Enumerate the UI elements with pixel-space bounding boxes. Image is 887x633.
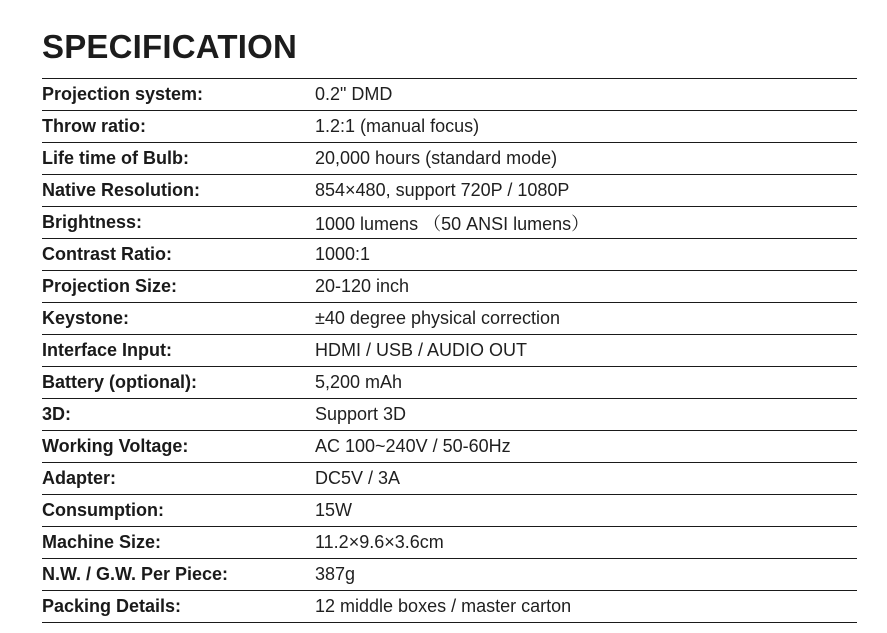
spec-label: Keystone: (42, 303, 315, 335)
spec-label: Life time of Bulb: (42, 143, 315, 175)
spec-label: Native Resolution: (42, 175, 315, 207)
spec-row-3d (42, 399, 857, 431)
spec-row-contrast-ratio (42, 239, 857, 271)
spec-row-interface-input (42, 335, 857, 367)
spec-value: 854×480, support 720P / 1080P (315, 175, 857, 207)
spec-label: Machine Size: (42, 527, 315, 559)
spec-row-weight (42, 559, 857, 591)
spec-label: N.W. / G.W. Per Piece: (42, 559, 315, 591)
spec-label: Projection Size: (42, 271, 315, 303)
spec-row-bulb-life (42, 143, 857, 175)
spec-label: 3D: (42, 399, 315, 431)
spec-row-brightness (42, 207, 857, 239)
spec-label: Working Voltage: (42, 431, 315, 463)
spec-value: DC5V / 3A (315, 463, 857, 495)
spec-label: Interface Input: (42, 335, 315, 367)
spec-value: 12 middle boxes / master carton (315, 591, 857, 623)
spec-row-consumption (42, 495, 857, 527)
spec-row-packing-details (42, 591, 857, 623)
spec-value: AC 100~240V / 50-60Hz (315, 431, 857, 463)
spec-label: Battery (optional): (42, 367, 315, 399)
spec-row-projection-system (42, 79, 857, 111)
spec-label: Adapter: (42, 463, 315, 495)
page-title: SPECIFICATION (42, 28, 297, 65)
spec-value: 11.2×9.6×3.6cm (315, 527, 857, 559)
spec-value: 5,200 mAh (315, 367, 857, 399)
spec-value: ±40 degree physical correction (315, 303, 857, 335)
spec-row-adapter (42, 463, 857, 495)
spec-value: 1.2:1 (manual focus) (315, 111, 857, 143)
spec-row-working-voltage (42, 431, 857, 463)
spec-value: 20-120 inch (315, 271, 857, 303)
spec-value: 387g (315, 559, 857, 591)
spec-value: 1000:1 (315, 239, 857, 271)
spec-label: Contrast Ratio: (42, 239, 315, 271)
spec-label: Packing Details: (42, 591, 315, 623)
spec-table (42, 78, 857, 623)
spec-value: 20,000 hours (standard mode) (315, 143, 857, 175)
spec-value: 1000 lumens （50 ANSI lumens） (315, 207, 857, 239)
spec-label: Projection system: (42, 79, 315, 111)
spec-value: 0.2" DMD (315, 79, 857, 111)
spec-value: Support 3D (315, 399, 857, 431)
spec-row-projection-size (42, 271, 857, 303)
spec-label: Consumption: (42, 495, 315, 527)
spec-label: Throw ratio: (42, 111, 315, 143)
spec-value: HDMI / USB / AUDIO OUT (315, 335, 857, 367)
spec-value: 15W (315, 495, 857, 527)
spec-row-native-resolution (42, 175, 857, 207)
spec-row-throw-ratio (42, 111, 857, 143)
spec-row-battery (42, 367, 857, 399)
spec-row-keystone (42, 303, 857, 335)
spec-label: Brightness: (42, 207, 315, 239)
spec-row-machine-size (42, 527, 857, 559)
